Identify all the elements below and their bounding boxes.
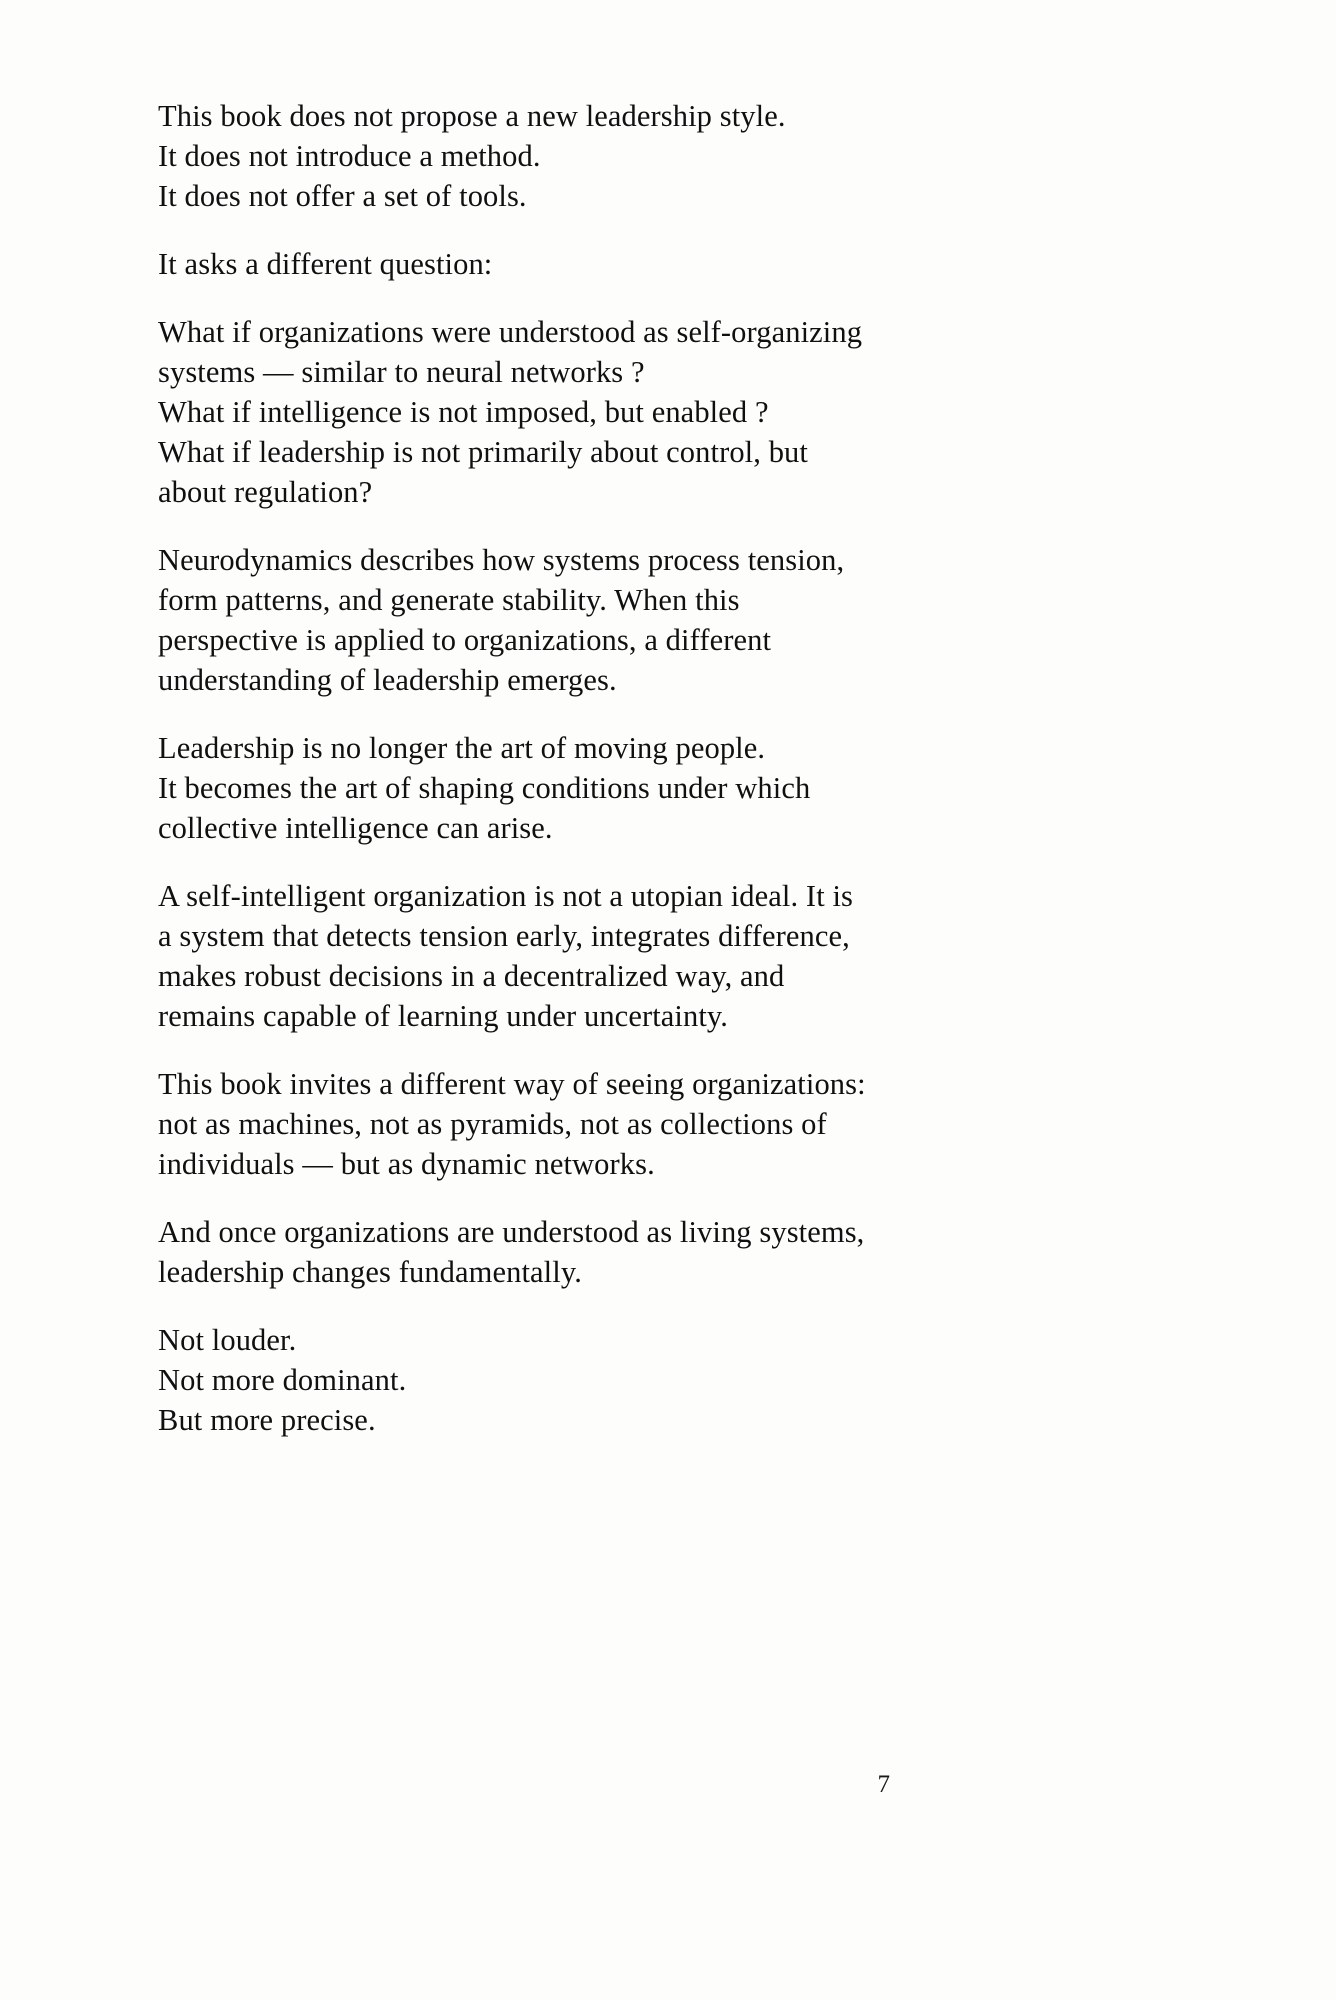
text-line: form patterns, and generate stability. When this (158, 583, 740, 617)
text-line: makes robust decisions in a decentralized way, and (158, 959, 785, 993)
paragraph-what-if-questions (158, 312, 890, 512)
text-line: not as machines, not as pyramids, not as collections of (158, 1107, 827, 1141)
text-line: remains capable of learning under uncertainty. (158, 999, 729, 1033)
text-line: It becomes the art of shaping conditions under which (158, 771, 811, 805)
paragraph-intro-negations (158, 96, 890, 216)
paragraph-different-way-of-seeing (158, 1064, 890, 1184)
text-line: Leadership is no longer the art of moving people. (158, 731, 766, 765)
text-line: It does not offer a set of tools. (158, 179, 527, 213)
paragraph-living-systems (158, 1212, 890, 1292)
paragraph-leadership-art (158, 728, 890, 848)
text-line: And once organizations are understood as living systems, (158, 1215, 865, 1249)
text-line: This book does not propose a new leadership style. (158, 99, 786, 133)
paragraph-asks-question (158, 244, 890, 284)
text-line: Not more dominant. (158, 1363, 407, 1397)
paragraph-neurodynamics (158, 540, 890, 700)
paragraph-closing-triad (158, 1320, 890, 1440)
text-line: It does not introduce a method. (158, 139, 541, 173)
body-text-column (158, 96, 890, 1440)
text-line: Neurodynamics describes how systems process tension, (158, 543, 845, 577)
text-line: perspective is applied to organizations, a different (158, 623, 772, 657)
text-line: But more precise. (158, 1403, 376, 1437)
text-line: understanding of leadership emerges. (158, 663, 617, 697)
text-line: collective intelligence can arise. (158, 811, 553, 845)
text-line: systems — similar to neural networks ? (158, 355, 645, 389)
text-line: What if leadership is not primarily about control, but (158, 435, 808, 469)
text-line: What if organizations were understood as self-organizing (158, 315, 863, 349)
text-line: leadership changes fundamentally. (158, 1255, 582, 1289)
text-line: about regulation? (158, 475, 373, 509)
paragraph-self-intelligent-organization (158, 876, 890, 1036)
text-line: individuals — but as dynamic networks. (158, 1147, 655, 1181)
text-line: A self-intelligent organization is not a utopian ideal. It is (158, 879, 854, 913)
text-line: What if intelligence is not imposed, but enabled ? (158, 395, 769, 429)
text-line: It asks a different question: (158, 247, 493, 281)
text-line: Not louder. (158, 1323, 297, 1357)
text-line: a system that detects tension early, integrates difference, (158, 919, 850, 953)
text-line: This book invites a different way of seeing organizations: (158, 1067, 866, 1101)
page-number: 7 (877, 1771, 890, 1798)
